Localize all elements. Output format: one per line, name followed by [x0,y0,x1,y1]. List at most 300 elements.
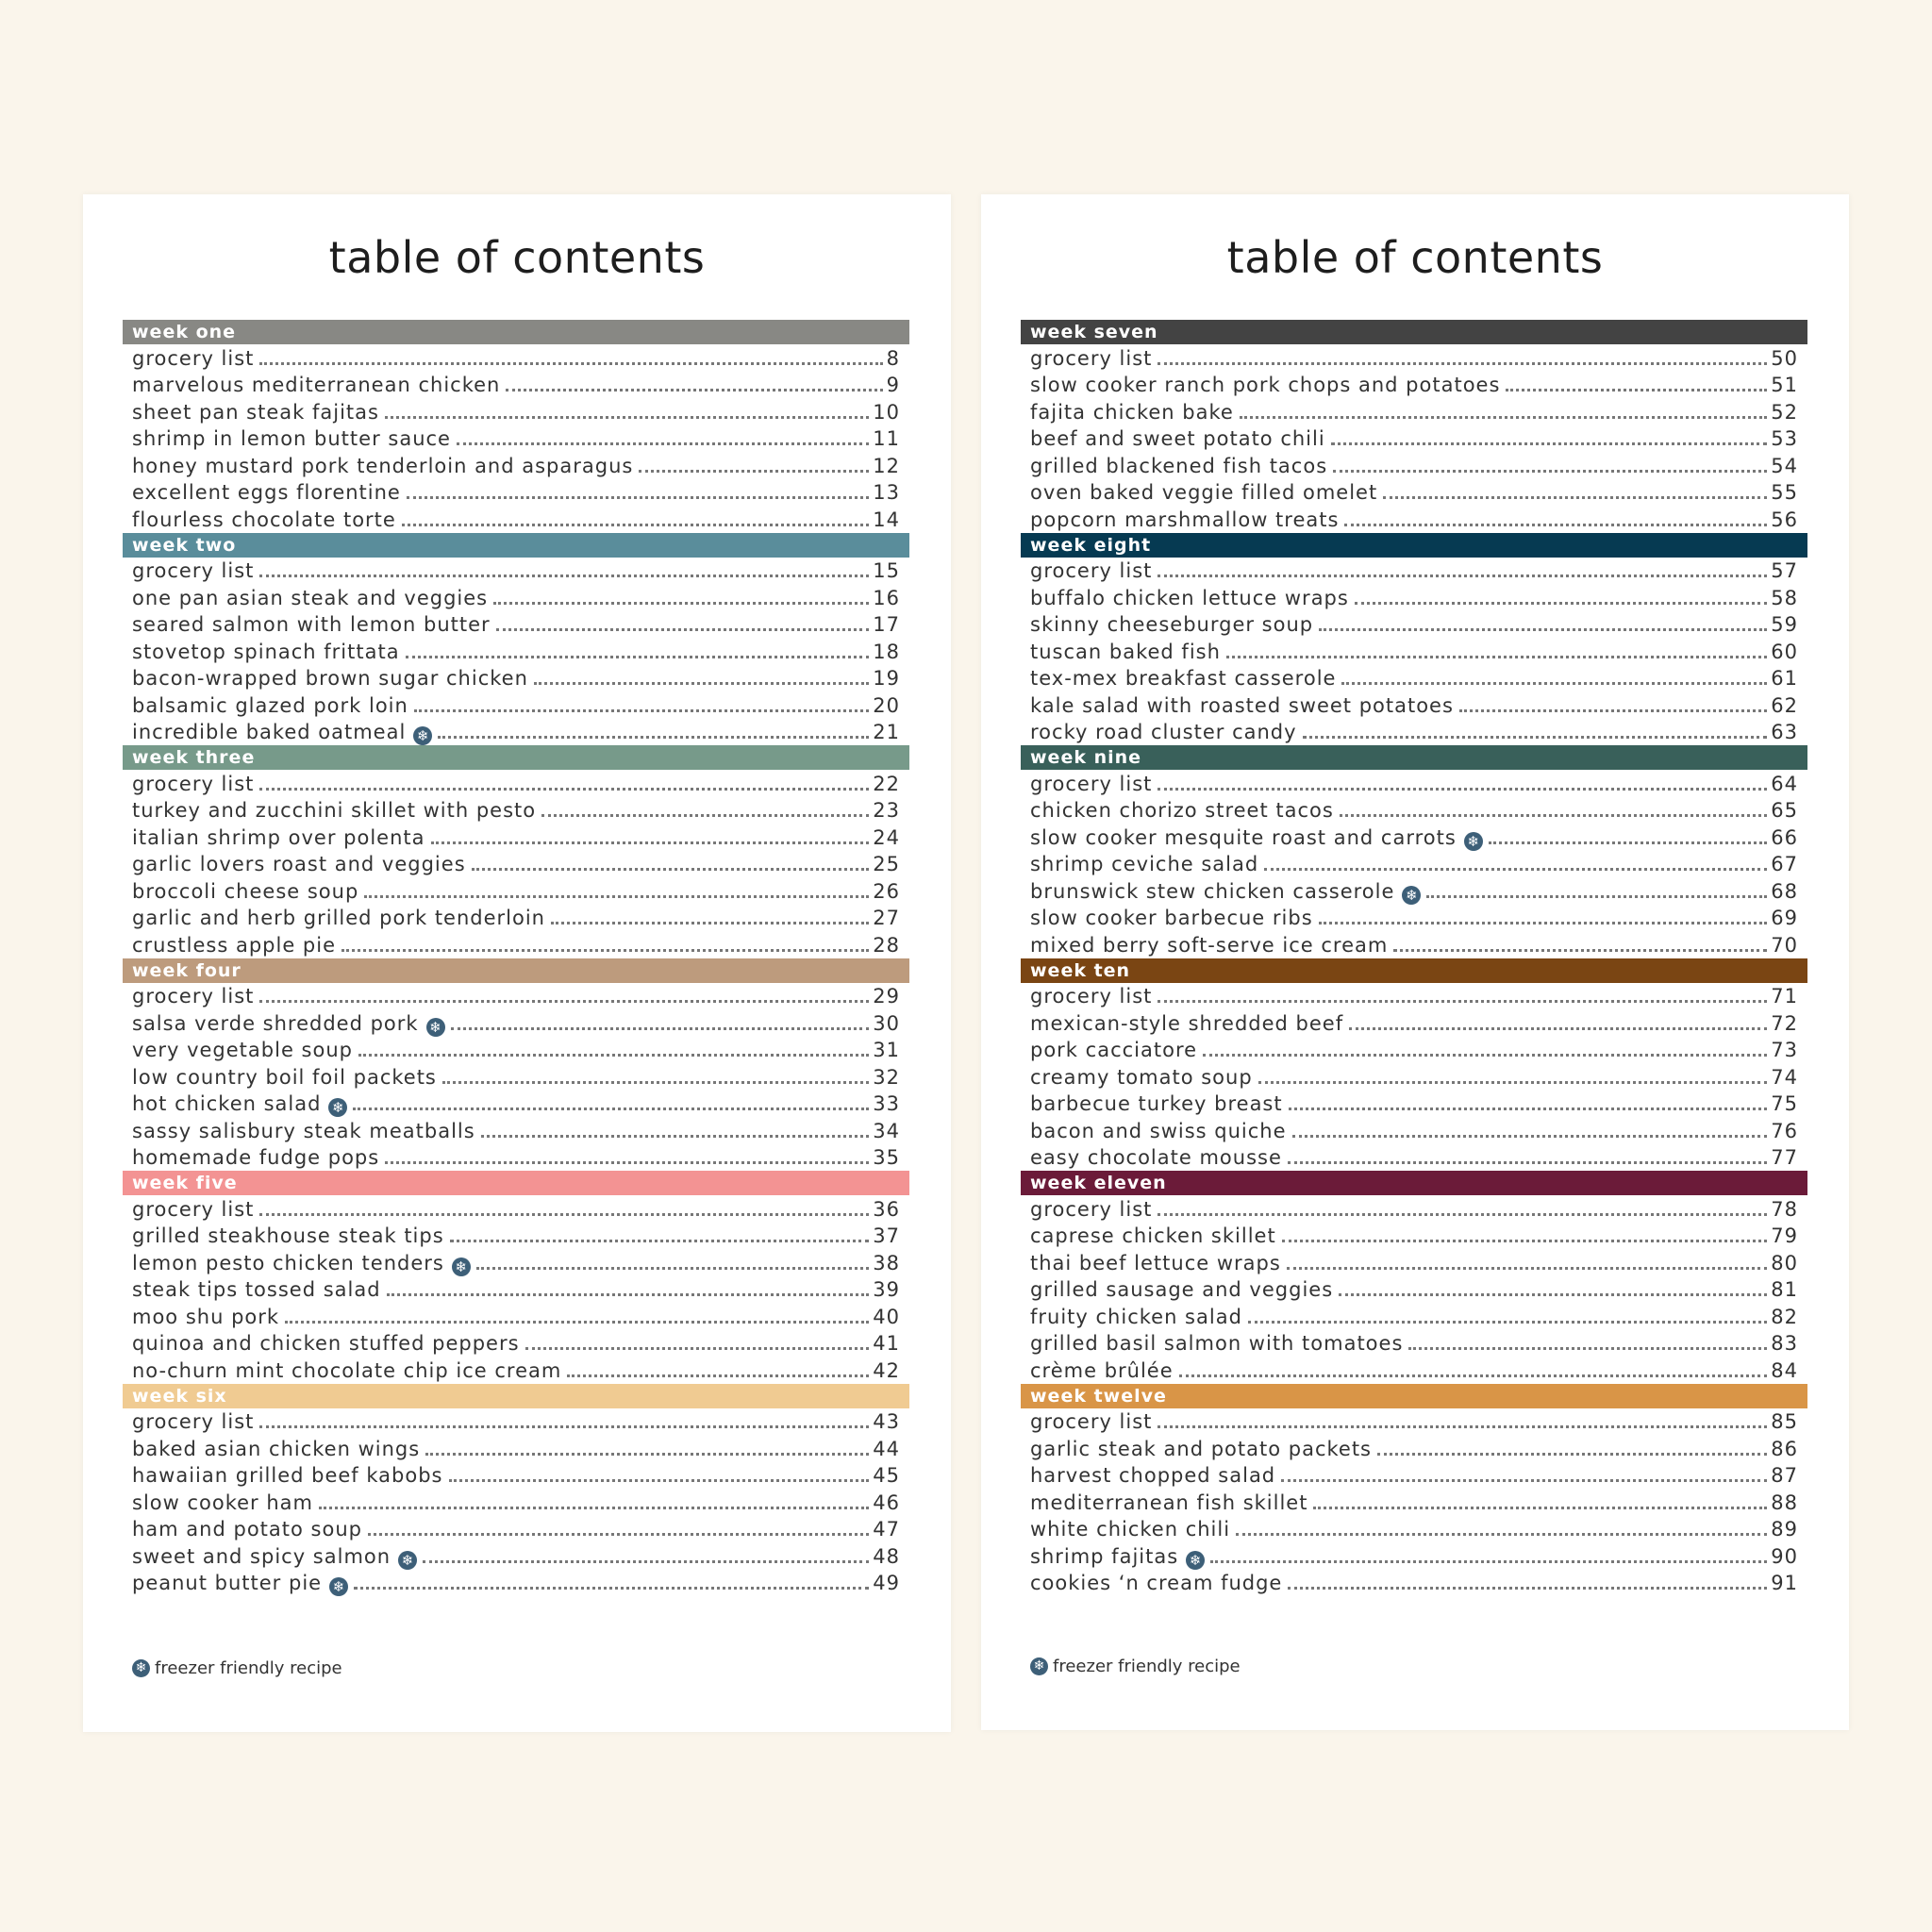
entry-title [132,851,466,877]
toc-entry [123,611,909,639]
entry-title-text: grocery list [132,772,255,795]
dot-leader [414,708,869,712]
toc-entry [1021,1117,1807,1144]
snowflake-icon: ❄ [328,1098,347,1117]
entry-title-text: rocky road cluster candy [1030,721,1297,743]
page-number: 70 [1771,933,1798,957]
entry-title-text: garlic lovers roast and veggies [132,853,466,875]
toc-entry [1021,1462,1807,1490]
toc-entry [1021,372,1807,399]
dot-leader [1158,999,1767,1003]
dot-leader [1340,813,1767,817]
entry-title [1030,399,1234,425]
toc-entry [1021,1516,1807,1543]
dot-leader [639,469,869,473]
entry-title [132,932,336,958]
dot-leader [1319,921,1768,924]
dot-leader [472,867,870,871]
page-number: 76 [1771,1119,1798,1142]
dot-leader [1236,1532,1767,1536]
entry-title [132,372,500,398]
toc-entry [1021,479,1807,507]
entry-title-text: harvest chopped salad [1030,1464,1276,1487]
dot-leader [1341,681,1767,685]
toc-entry [123,398,909,425]
entry-title [1030,1357,1174,1384]
section-header: week eight [1021,533,1807,558]
page-number: 41 [873,1332,900,1355]
page-number: 28 [873,933,900,957]
page-number: 80 [1771,1251,1798,1274]
entry-title-text: fruity chicken salad [1030,1305,1242,1328]
toc-entry [123,372,909,399]
toc-entry [1021,1435,1807,1462]
entry-title-text: slow cooker ham [132,1491,313,1514]
entry-title-text: no-churn mint chocolate chip ice cream [132,1358,562,1382]
toc-entry [1021,1223,1807,1250]
dot-leader [368,1532,869,1536]
entry-title-text: shrimp in lemon butter sauce [132,427,451,450]
entry-title [132,1490,313,1516]
toc-entry [1021,1037,1807,1064]
page-number: 72 [1771,1011,1798,1035]
page-number: 46 [873,1491,900,1514]
entry-title-text: sweet and spicy salmon [132,1544,391,1568]
entry-title [132,507,396,533]
entry-title-text: mexican-style shredded beef [1030,1011,1344,1035]
page-number: 69 [1771,907,1798,929]
toc-entry [1021,1357,1807,1384]
dot-leader [259,787,869,791]
page-number: 66 [1771,825,1798,849]
entry-title [1030,558,1152,584]
dot-leader [259,1424,869,1428]
toc-entry [1021,665,1807,692]
toc-entry [1021,1542,1807,1570]
entry-title [1030,585,1349,611]
entry-title-text: grocery list [132,985,255,1008]
toc-entry [123,558,909,585]
dot-leader [1292,1134,1768,1138]
entry-title [1030,905,1313,931]
page-number: 20 [873,693,900,717]
dot-leader [1281,1478,1767,1482]
entry-title-text: balsamic glazed pork loin [132,693,408,717]
dot-leader [449,1478,870,1482]
snowflake-icon: ❄ [452,1257,471,1276]
entry-title-text: mixed berry soft-serve ice cream [1030,933,1389,957]
entry-title [132,1144,379,1171]
entry-title-text: excellent eggs florentine [132,481,401,504]
entry-title-text: hot chicken salad [132,1092,322,1115]
page-number: 29 [873,985,900,1008]
entry-title [132,479,401,506]
page-number: 42 [873,1358,900,1382]
dot-leader [1287,1266,1767,1270]
toc-entry [123,1249,909,1276]
entry-title [132,1037,353,1063]
dot-leader [1459,708,1767,712]
entry-title [1030,665,1336,691]
toc-entry [123,691,909,719]
toc-entry [123,905,909,932]
dot-leader [259,361,882,365]
entry-title-text: slow cooker mesquite roast and carrots [1030,825,1457,849]
entry-title [132,1010,445,1037]
entry-title-text: flourless chocolate torte [132,508,396,531]
toc-entry [123,1009,909,1037]
entry-title [132,558,254,584]
legend-label: freezer friendly recipe [155,1658,342,1678]
entry-title [132,1516,362,1542]
toc-entry [1021,398,1807,425]
entry-title-text: grocery list [132,559,255,582]
toc-entry [1021,584,1807,611]
toc-entry [123,1357,909,1384]
page-number: 73 [1771,1039,1798,1061]
entry-title [132,824,425,851]
entry-title-text: lemon pesto chicken tenders [132,1251,444,1274]
snowflake-icon: ❄ [1186,1551,1205,1570]
toc-entry [1021,877,1807,905]
entry-title-text: turkey and zucchini skillet with pesto [132,799,537,822]
toc-entry [123,1276,909,1304]
entry-title [1030,1010,1343,1037]
entry-title-text: sassy salisbury steak meatballs [132,1119,475,1142]
entry-title-text: shrimp fajitas [1030,1544,1179,1568]
entry-title [1030,1118,1287,1144]
dot-leader [1158,1212,1767,1216]
entry-title-text: beef and sweet potato chili [1030,427,1325,450]
entry-title [132,1091,347,1117]
toc-entry [123,1195,909,1223]
page-number: 71 [1771,985,1798,1008]
toc-entry [1021,344,1807,372]
page-number: 61 [1771,667,1798,690]
legend-label: freezer friendly recipe [1053,1657,1241,1676]
page-number: 47 [873,1518,900,1541]
dot-leader [457,441,869,445]
toc-entry [1021,558,1807,585]
entry-title-text: peanut butter pie [132,1572,323,1594]
entry-title-text: grocery list [1030,559,1153,582]
toc-entry [1021,931,1807,958]
dot-leader [1339,1292,1767,1296]
entry-title [1030,1408,1152,1435]
entry-title-text: grilled sausage and veggies [1030,1278,1334,1301]
toc-entry [123,1489,909,1516]
toc-entry [123,1063,909,1091]
page-number: 14 [873,508,900,531]
entry-title-text: steak tips tossed salad [132,1278,381,1301]
entry-title [132,983,254,1009]
entry-title-text: grocery list [132,1197,255,1221]
section-header: week eleven [1021,1171,1807,1195]
dot-leader [442,1080,869,1084]
page-number: 45 [873,1464,900,1487]
page-number: 23 [873,799,900,822]
entry-title-text: baked asian chicken wings [132,1437,421,1460]
dot-leader [1344,523,1767,526]
section-header: week four [123,958,909,983]
entry-title [1030,1570,1282,1596]
entry-title-text: stovetop spinach frittata [132,640,400,663]
entry-title [132,1064,437,1091]
dot-leader [534,681,869,685]
entry-title [132,878,358,905]
entry-title-text: caprese chicken skillet [1030,1224,1276,1247]
dot-leader [1158,787,1767,791]
dot-leader [423,1559,869,1563]
dot-leader [1408,1346,1767,1350]
dot-leader [1393,948,1767,952]
entry-title [1030,1543,1205,1570]
page-number: 58 [1771,586,1798,609]
page-number: 37 [873,1224,900,1247]
entry-title-text: sheet pan steak fajitas [132,400,379,424]
page-number: 18 [873,640,900,663]
dot-leader [1506,388,1767,391]
entry-title-text: cookies ‘n cream fudge [1030,1572,1283,1594]
toc-entry [123,1408,909,1436]
entry-title [132,1223,444,1249]
dot-leader [1355,601,1767,605]
entry-title [1030,1516,1230,1542]
toc-entry [123,584,909,611]
toc-entry [1021,1303,1807,1330]
entry-title [132,1570,348,1596]
dot-leader [1210,1559,1767,1563]
page-number: 81 [1771,1278,1798,1301]
page-right [981,194,1849,1730]
toc-entry [1021,983,1807,1010]
dot-leader [525,1346,870,1350]
entry-title [1030,479,1377,506]
entry-title-text: creamy tomato soup [1030,1065,1253,1089]
entry-title [132,1250,471,1276]
page-number: 87 [1771,1464,1798,1487]
entry-title [132,719,432,745]
entry-title-text: pork cacciatore [1030,1039,1198,1061]
toc-entry [123,506,909,533]
page-number: 56 [1771,508,1798,531]
dot-leader [1331,441,1768,445]
snowflake-icon: ❄ [1464,832,1483,851]
dot-leader [407,495,869,499]
entry-title [132,771,254,797]
page-title: table of contents [328,232,706,283]
entry-title-text: tex-mex breakfast casserole [1030,667,1337,690]
entry-title [132,399,379,425]
page-number: 10 [873,400,900,424]
page-number: 59 [1771,613,1798,636]
page-number: 16 [873,586,900,609]
entry-title [1030,878,1421,905]
dot-leader [541,813,869,817]
entry-title-text: grilled blackened fish tacos [1030,454,1328,477]
dot-leader [259,999,869,1003]
entry-title-text: oven baked veggie filled omelet [1030,481,1378,504]
page-number: 24 [873,825,900,849]
entry-title-text: low country boil foil packets [132,1065,437,1089]
toc-entry [123,851,909,878]
section-header: week seven [1021,320,1807,344]
entry-title-text: tuscan baked fish [1030,640,1221,663]
page-number: 57 [1771,559,1798,582]
toc-entry [1021,824,1807,851]
toc-entry [1021,691,1807,719]
entry-title [1030,453,1327,479]
dot-leader [1226,655,1767,658]
toc-entry [123,1462,909,1490]
entry-title-text: shrimp ceviche salad [1030,853,1259,875]
snowflake-icon: ❄ [132,1659,150,1677]
dot-leader [1288,1586,1767,1590]
snowflake-icon: ❄ [426,1018,445,1037]
entry-title [132,1543,417,1570]
toc-entry [1021,719,1807,746]
entry-title [1030,1037,1197,1063]
entry-title-text: bacon-wrapped brown sugar chicken [132,667,528,690]
entry-title-text: ham and potato soup [132,1518,362,1541]
entry-title-text: brunswick stew chicken casserole [1030,879,1395,903]
page-number: 83 [1771,1332,1798,1355]
entry-title-text: barbecue turkey breast [1030,1092,1283,1115]
page-number: 89 [1771,1518,1798,1541]
snowflake-icon: ❄ [398,1551,417,1570]
toc-entry [123,1144,909,1172]
page-number: 84 [1771,1358,1798,1382]
entry-title-text: honey mustard pork tenderloin and asparagus [132,454,634,477]
page-number: 79 [1771,1224,1798,1247]
entry-title [1030,1250,1281,1276]
dot-leader [1289,1107,1768,1110]
page-number: 9 [886,374,900,396]
dot-leader [259,1212,869,1216]
entry-title-text: mediterranean fish skillet [1030,1491,1308,1514]
toc-entry [1021,638,1807,665]
entry-title [132,797,536,824]
dot-leader [353,1107,869,1110]
page-number: 74 [1771,1065,1798,1089]
entry-title-text: white chicken chili [1030,1518,1231,1541]
entry-title [132,1196,254,1223]
entry-title-text: seared salmon with lemon butter [132,613,491,636]
entry-title [132,639,400,665]
page-number: 91 [1771,1572,1798,1594]
toc-entry [1021,1570,1807,1597]
page-number: 68 [1771,879,1798,903]
toc-entry [123,344,909,372]
toc-entry [123,1117,909,1144]
entry-title-text: one pan asian steak and veggies [132,586,489,609]
dot-leader [1203,1053,1767,1057]
toc-entry [123,1037,909,1064]
toc-entry [1021,452,1807,479]
toc-entry [123,479,909,507]
page-title: table of contents [1226,232,1604,283]
dot-leader [341,948,869,952]
page-number: 85 [1771,1410,1798,1433]
page-number: 63 [1771,721,1798,743]
page-number: 64 [1771,772,1798,795]
section-header: week nine [1021,745,1807,770]
page-left [83,194,951,1732]
page-number: 17 [873,613,900,636]
page-number: 33 [873,1092,900,1115]
entry-title-text: homemade fudge pops [132,1146,380,1169]
toc-entry [123,983,909,1010]
dot-leader [1313,1506,1767,1509]
dot-leader [1489,841,1767,844]
entry-title [1030,797,1334,824]
page-number: 34 [873,1119,900,1142]
toc-entry [123,1223,909,1250]
page-number: 55 [1771,481,1798,504]
entry-title [132,692,408,719]
entry-title [1030,372,1500,398]
entry-title-text: marvelous mediterranean chicken [132,374,501,396]
entry-title [132,1408,254,1435]
toc-entry [123,797,909,824]
entry-title-text: kale salad with roasted sweet potatoes [1030,693,1454,717]
page-number: 48 [873,1544,900,1568]
entry-title [1030,1436,1372,1462]
toc-entry [123,1303,909,1330]
entry-title [1030,1223,1276,1249]
dot-leader [1349,1026,1767,1030]
dot-leader [354,1586,869,1590]
dot-leader [567,1374,869,1377]
page-number: 8 [886,346,900,370]
page-number: 44 [873,1437,900,1460]
page-number: 19 [873,667,900,690]
dot-leader [1158,361,1767,365]
toc-entry [1021,1144,1807,1172]
entry-title [1030,345,1152,372]
entry-title [132,1304,279,1330]
entry-title [132,1276,381,1303]
page-number: 36 [873,1197,900,1221]
entry-title [1030,1330,1403,1357]
toc-sections [123,320,909,1596]
entry-title [132,453,633,479]
toc-entry [123,1091,909,1118]
dot-leader [319,1506,869,1509]
dot-leader [1282,1239,1768,1242]
page-number: 53 [1771,427,1798,450]
toc-entry [1021,1195,1807,1223]
page-number: 50 [1771,346,1798,370]
entry-title [132,665,528,691]
entry-title [1030,1144,1282,1171]
toc-entry [123,719,909,746]
toc-entry [1021,506,1807,533]
dot-leader [1158,574,1767,577]
entry-title [1030,932,1388,958]
page-number: 11 [873,427,900,450]
toc-entry [123,1570,909,1597]
dot-leader [285,1320,869,1324]
entry-title-text: skinny cheeseburger soup [1030,613,1314,636]
dot-leader [451,1026,870,1030]
dot-leader [493,601,869,605]
toc-entry [1021,851,1807,878]
toc-entry [1021,1276,1807,1304]
page-number: 35 [873,1146,900,1169]
entry-title [1030,1196,1152,1223]
snowflake-icon: ❄ [1402,886,1421,905]
